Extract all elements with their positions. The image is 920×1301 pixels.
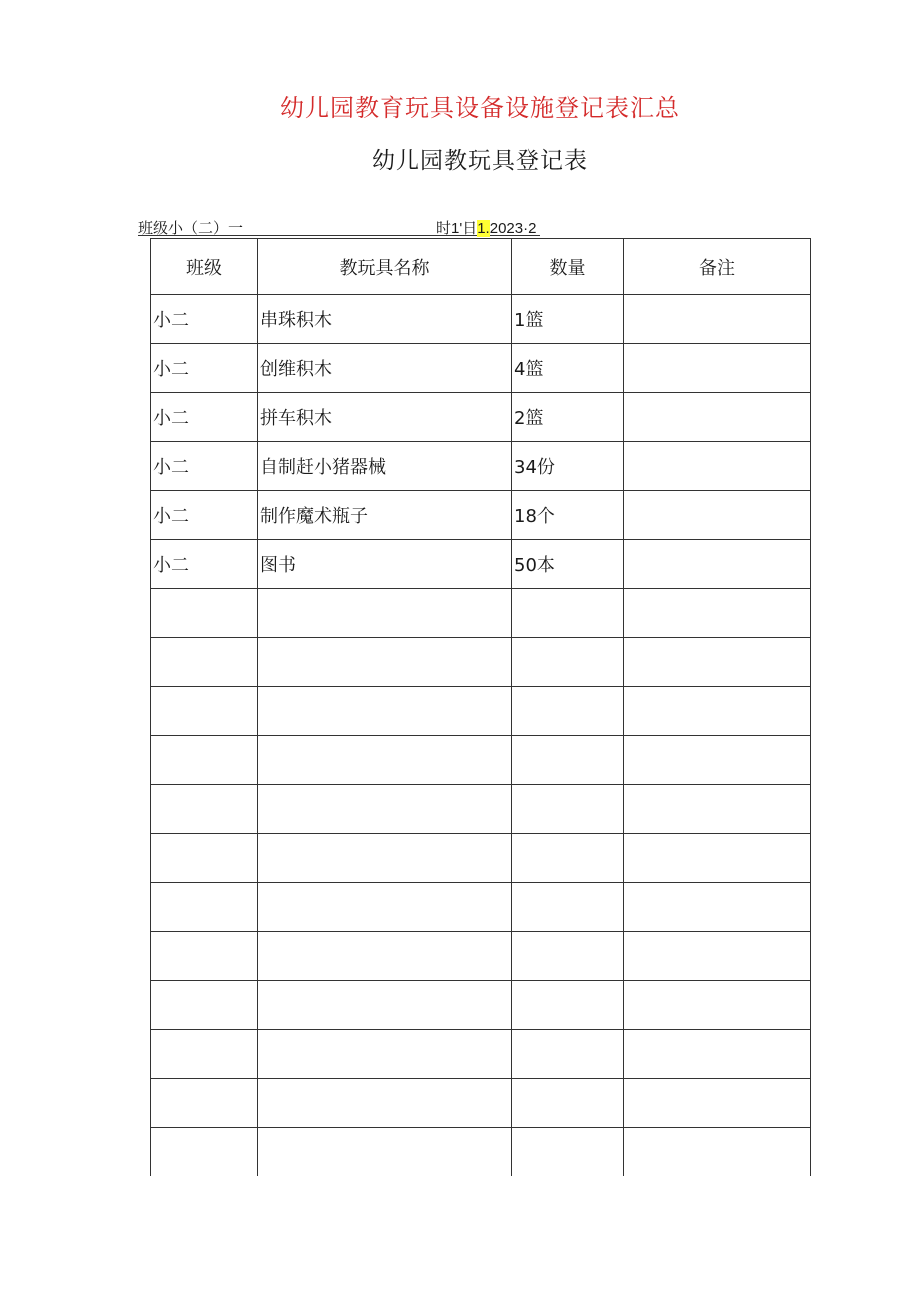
- cell-toy-name: 自制赶小猪器械: [258, 442, 512, 491]
- cell-remarks: [624, 785, 811, 834]
- table-header-row: [151, 239, 811, 295]
- cell-remarks: [624, 295, 811, 344]
- cell-toy-name: [258, 736, 512, 785]
- cell-toy-name: 串珠积木: [258, 295, 512, 344]
- class-info-line: [138, 217, 540, 236]
- cell-class: 小二: [151, 344, 258, 393]
- cell-toy-name: 拼车积木: [258, 393, 512, 442]
- time-prefix: 时1'日: [436, 220, 478, 237]
- cell-quantity: 50本: [512, 540, 624, 589]
- cell-remarks: [624, 540, 811, 589]
- cell-quantity: [512, 883, 624, 932]
- table-row: [151, 589, 811, 638]
- cell-class: 小二: [151, 393, 258, 442]
- cell-remarks: [624, 442, 811, 491]
- table-row: [151, 834, 811, 883]
- table-row: [151, 491, 811, 540]
- cell-class: [151, 932, 258, 981]
- table-row: [151, 736, 811, 785]
- cell-remarks: [624, 1079, 811, 1128]
- cell-quantity: 4篮: [512, 344, 624, 393]
- cell-toy-name: [258, 834, 512, 883]
- table-row: [151, 883, 811, 932]
- table-row: [151, 932, 811, 981]
- cell-class: [151, 1030, 258, 1079]
- cell-quantity: [512, 736, 624, 785]
- cell-class: [151, 981, 258, 1030]
- cell-toy-name: 创维积木: [258, 344, 512, 393]
- cell-quantity: 18个: [512, 491, 624, 540]
- cell-class: 小二: [151, 295, 258, 344]
- table-row: [151, 393, 811, 442]
- cell-toy-name: [258, 638, 512, 687]
- cell-class: [151, 589, 258, 638]
- cell-quantity: [512, 785, 624, 834]
- cell-quantity: 34份: [512, 442, 624, 491]
- cell-toy-name: [258, 1079, 512, 1128]
- cell-quantity: [512, 1128, 624, 1177]
- cell-quantity: [512, 834, 624, 883]
- document-title: 幼儿园教育玩具设备设施登记表汇总: [280, 94, 680, 122]
- cell-remarks: [624, 981, 811, 1030]
- header-quantity: 数量: [512, 239, 624, 295]
- cell-remarks: [624, 687, 811, 736]
- time-highlight: 1.: [477, 220, 490, 237]
- cell-remarks: [624, 1128, 811, 1177]
- registration-table: [150, 238, 811, 1176]
- table-row: [151, 1030, 811, 1079]
- table-row: [151, 638, 811, 687]
- time-suffix: 2023·2: [489, 220, 537, 237]
- cell-quantity: [512, 932, 624, 981]
- cell-remarks: [624, 393, 811, 442]
- header-toy-name: 教玩具名称: [258, 239, 512, 295]
- cell-class: 小二: [151, 491, 258, 540]
- cell-remarks: [624, 932, 811, 981]
- cell-class: [151, 834, 258, 883]
- table-row: [151, 442, 811, 491]
- time-field: [436, 217, 536, 238]
- cell-quantity: 2篮: [512, 393, 624, 442]
- cell-remarks: [624, 589, 811, 638]
- cell-class: [151, 1079, 258, 1128]
- table-row: [151, 687, 811, 736]
- cell-toy-name: [258, 932, 512, 981]
- cell-toy-name: [258, 589, 512, 638]
- cell-remarks: [624, 736, 811, 785]
- cell-toy-name: [258, 883, 512, 932]
- table-row: [151, 1128, 811, 1177]
- cell-toy-name: [258, 1128, 512, 1177]
- cell-toy-name: [258, 687, 512, 736]
- cell-toy-name: [258, 1030, 512, 1079]
- cell-quantity: [512, 1079, 624, 1128]
- cell-class: [151, 883, 258, 932]
- table-row: [151, 344, 811, 393]
- form-subtitle: 幼儿园教玩具登记表: [372, 148, 588, 174]
- cell-toy-name: [258, 785, 512, 834]
- cell-remarks: [624, 883, 811, 932]
- cell-toy-name: 图书: [258, 540, 512, 589]
- class-label: 班级小（二）一: [138, 219, 244, 237]
- table-row: [151, 295, 811, 344]
- cell-class: [151, 638, 258, 687]
- cell-quantity: [512, 589, 624, 638]
- cell-quantity: [512, 638, 624, 687]
- table-row: [151, 1079, 811, 1128]
- table-row: [151, 785, 811, 834]
- cell-class: [151, 785, 258, 834]
- cell-class: [151, 736, 258, 785]
- cell-class: [151, 1128, 258, 1177]
- cell-quantity: [512, 981, 624, 1030]
- cell-quantity: [512, 687, 624, 736]
- cell-quantity: 1篮: [512, 295, 624, 344]
- cell-remarks: [624, 1030, 811, 1079]
- header-remarks: 备注: [624, 239, 811, 295]
- cell-toy-name: 制作魔术瓶子: [258, 491, 512, 540]
- cell-class: [151, 687, 258, 736]
- cell-class: 小二: [151, 540, 258, 589]
- cell-class: 小二: [151, 442, 258, 491]
- table-row: [151, 540, 811, 589]
- cell-remarks: [624, 344, 811, 393]
- table-row: [151, 981, 811, 1030]
- cell-toy-name: [258, 981, 512, 1030]
- cell-remarks: [624, 834, 811, 883]
- cell-remarks: [624, 491, 811, 540]
- header-class: 班级: [151, 239, 258, 295]
- cell-quantity: [512, 1030, 624, 1079]
- cell-remarks: [624, 638, 811, 687]
